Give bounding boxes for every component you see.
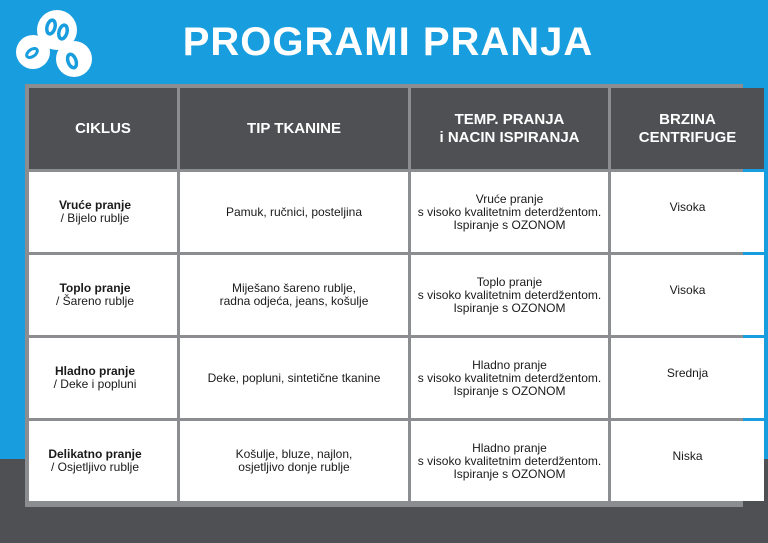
page-title: PROGRAMI PRANJA xyxy=(182,20,594,64)
table-row-4-temp: Hladno pranje s visoko kvalitetnim deterdžentom. Ispiranje s OZONOM xyxy=(411,421,608,501)
table-row-1-cycle xyxy=(29,172,177,252)
cycle-name: Vruće pranje xyxy=(58,198,132,212)
header-wash-temperature: TEMP. PRANJA i NACIN ISPIRANJA xyxy=(411,88,608,169)
table-row-2-fabric: Miješano šareno rublje, radna odjeća, jeans, košulje xyxy=(180,255,408,335)
table-row-2-spin: Visoka xyxy=(611,255,764,335)
cycle-name: Toplo pranje xyxy=(59,281,131,295)
table-row-4-cycle xyxy=(29,421,177,501)
table-row-4-spin: Niska xyxy=(611,421,764,501)
table-row-3-spin: Srednja xyxy=(611,338,764,418)
table-row-3-cycle xyxy=(29,338,177,418)
header-cycle: CIKLUS xyxy=(29,88,177,169)
header-fabric-type: TIP TKANINE xyxy=(180,88,408,169)
table-row-1-fabric: Pamuk, ručnici, posteljina xyxy=(180,172,408,252)
cycle-name: Hladno pranje xyxy=(54,364,135,378)
table-row-3-temp: Hladno pranje s visoko kvalitetnim deterdžentom. Ispiranje s OZONOM xyxy=(411,338,608,418)
cycle-subtitle: / Šareno rublje xyxy=(55,294,135,308)
table-row-1-temp: Vruće pranje s visoko kvalitetnim deterdžentom. Ispiranje s OZONOM xyxy=(411,172,608,252)
table-row-2-temp: Toplo pranje s visoko kvalitetnim deterdžentom. Ispiranje s OZONOM xyxy=(411,255,608,335)
cycle-subtitle: / Deke i popluni xyxy=(53,377,137,391)
table-row-2-cycle xyxy=(29,255,177,335)
table-row-1-spin: Visoka xyxy=(611,172,764,252)
header-spin-speed: BRZINA CENTRIFUGE xyxy=(611,88,764,169)
cycle-name: Delikatno pranje xyxy=(48,447,142,461)
table-row-4-fabric: Košulje, bluze, najlon, osjetljivo donje rublje xyxy=(180,421,408,501)
wash-programs-table xyxy=(25,84,743,507)
cycle-subtitle: / Osjetljivo rublje xyxy=(50,460,140,474)
table-row-3-fabric: Deke, popluni, sintetične tkanine xyxy=(180,338,408,418)
cycle-subtitle: / Bijelo rublje xyxy=(60,211,130,225)
